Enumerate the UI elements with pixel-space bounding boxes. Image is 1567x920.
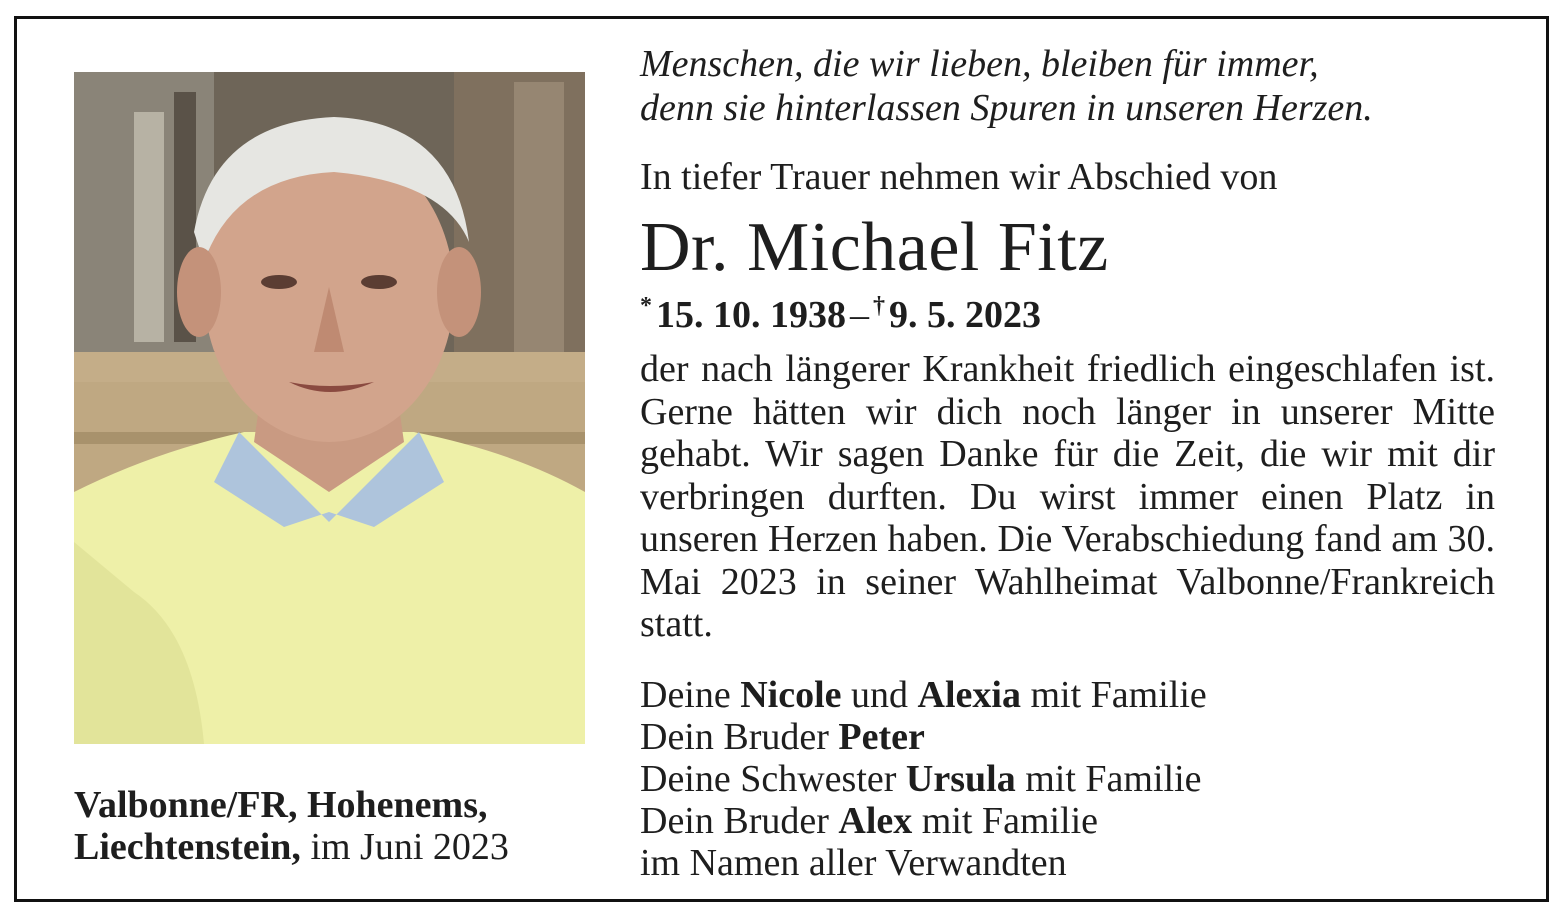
family-line-4 [640, 800, 1520, 842]
family-name-nicole: Nicole [740, 674, 842, 716]
family-line-1 [640, 674, 1520, 716]
caption-line-2-bold: Liechtenstein, [74, 826, 301, 868]
family-line-1-c: und [851, 674, 909, 716]
death-symbol: † [873, 293, 885, 319]
intro-line: In tiefer Trauer nehmen wir Abschied von [640, 156, 1278, 198]
birth-symbol: * [640, 293, 652, 319]
family-name-peter: Peter [838, 716, 925, 758]
deceased-name: Dr. Michael Fitz [640, 209, 1109, 286]
family-line-2 [640, 716, 1520, 758]
life-dates [640, 282, 1520, 339]
family-line-2-a: Dein Bruder [640, 716, 829, 758]
birth-date: 15. 10. 1938 [656, 294, 846, 336]
portrait-illustration [74, 72, 585, 744]
family-line-1-e: mit Familie [1030, 674, 1207, 716]
family-line-4-c: mit Familie [921, 800, 1099, 842]
caption-line-1: Valbonne/FR, Hohenems, [74, 784, 488, 826]
family-name-ursula: Ursula [905, 758, 1016, 800]
family-name-alexia: Alexia [917, 674, 1021, 716]
date-dash: – [850, 294, 869, 336]
family-name-alex: Alex [838, 800, 913, 842]
death-date: 9. 5. 2023 [889, 294, 1041, 336]
family-line-3-c: mit Familie [1025, 758, 1202, 800]
location-caption [74, 784, 594, 868]
quote-line-2: denn sie hinterlassen Spuren in unseren Herzen. [640, 87, 1373, 129]
obituary-body: der nach längerer Krankheit friedlich eingeschlafen ist. Gerne hätten wir dich noch länger in unserer Mitte gehabt. Wir sagen Danke für die Zeit, die wir mit dir verbringen durften. Du wirst immer einen Platz in unseren Herzen haben. Die Verabschiedung fand am 30. Mai 2023 in seiner Wahlheimat Valbonne/Frankreich statt. [640, 348, 1495, 645]
family-list [640, 674, 1520, 884]
portrait-photo [74, 72, 585, 744]
caption-line-2-rest: im Juni 2023 [310, 826, 509, 868]
quote-line-1: Menschen, die wir lieben, bleiben für immer, [640, 43, 1319, 85]
memorial-quote [640, 42, 1520, 130]
family-line-4-a: Dein Bruder [640, 800, 829, 842]
family-line-3 [640, 758, 1520, 800]
family-line-1-a: Deine [640, 674, 731, 716]
family-line-5: im Namen aller Verwandten [640, 842, 1067, 884]
family-line-3-a: Deine Schwester [640, 758, 897, 800]
